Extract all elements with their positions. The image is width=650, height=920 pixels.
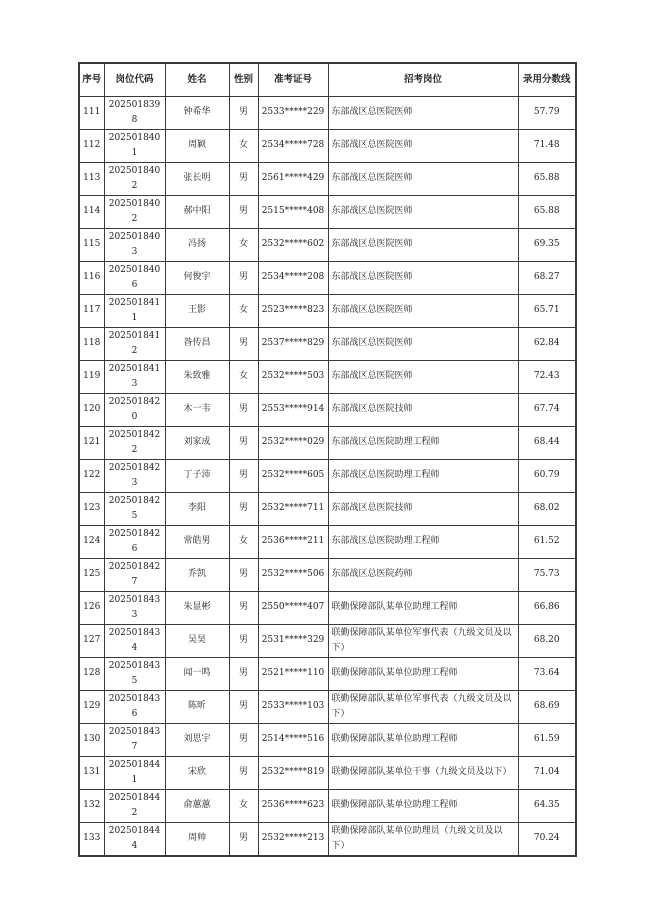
cell-score: 60.79 <box>518 459 576 492</box>
cell-serial-number: 119 <box>79 360 104 393</box>
cell-position-code: 2025018437 <box>104 723 165 756</box>
cell-ticket-number: 2532*****605 <box>258 459 328 492</box>
table-row <box>79 261 576 294</box>
cell-serial-number: 121 <box>79 426 104 459</box>
cell-name: 周颖 <box>165 129 229 162</box>
cell-name: 朱显彬 <box>165 591 229 624</box>
cell-position-code: 2025018423 <box>104 459 165 492</box>
cell-serial-number: 118 <box>79 327 104 360</box>
cell-gender: 男 <box>229 657 258 690</box>
cell-position: 东部战区总医院医师 <box>328 327 518 360</box>
cell-score: 70.24 <box>518 822 576 856</box>
cell-score: 75.73 <box>518 558 576 591</box>
cell-name: 朱致雅 <box>165 360 229 393</box>
cell-score: 73.64 <box>518 657 576 690</box>
cell-gender: 男 <box>229 624 258 657</box>
cell-name: 俞蕙蕙 <box>165 789 229 822</box>
cell-serial-number: 133 <box>79 822 104 856</box>
cell-position: 东部战区总医院医师 <box>328 195 518 228</box>
cell-ticket-number: 2533*****103 <box>258 690 328 723</box>
cell-position-code: 2025018412 <box>104 327 165 360</box>
cell-name: 木一韦 <box>165 393 229 426</box>
cell-serial-number: 122 <box>79 459 104 492</box>
cell-position-code: 2025018442 <box>104 789 165 822</box>
cell-ticket-number: 2533*****229 <box>258 96 328 129</box>
cell-score: 65.88 <box>518 195 576 228</box>
cell-position: 东部战区总医院助理工程师 <box>328 525 518 558</box>
cell-name: 周帅 <box>165 822 229 856</box>
cell-ticket-number: 2536*****211 <box>258 525 328 558</box>
cell-position: 东部战区总医院医师 <box>328 129 518 162</box>
header-cell-serial-number: 序号 <box>79 63 104 96</box>
cell-score: 68.44 <box>518 426 576 459</box>
cell-position-code: 2025018413 <box>104 360 165 393</box>
cell-score: 68.69 <box>518 690 576 723</box>
table-header-row <box>79 63 576 96</box>
table-row <box>79 459 576 492</box>
cell-serial-number: 111 <box>79 96 104 129</box>
cell-ticket-number: 2532*****602 <box>258 228 328 261</box>
cell-ticket-number: 2532*****819 <box>258 756 328 789</box>
cell-name: 王影 <box>165 294 229 327</box>
table-row <box>79 327 576 360</box>
cell-position-code: 2025018435 <box>104 657 165 690</box>
cell-gender: 男 <box>229 327 258 360</box>
table-row <box>79 789 576 822</box>
cell-gender: 男 <box>229 195 258 228</box>
cell-gender: 男 <box>229 690 258 723</box>
cell-position-code: 2025018433 <box>104 591 165 624</box>
cell-gender: 男 <box>229 261 258 294</box>
cell-ticket-number: 2532*****711 <box>258 492 328 525</box>
cell-gender: 女 <box>229 525 258 558</box>
cell-gender: 男 <box>229 756 258 789</box>
table-row <box>79 294 576 327</box>
cell-position: 东部战区总医院药师 <box>328 558 518 591</box>
cell-position: 东部战区总医院医师 <box>328 162 518 195</box>
cell-score: 57.79 <box>518 96 576 129</box>
cell-ticket-number: 2534*****208 <box>258 261 328 294</box>
cell-gender: 男 <box>229 393 258 426</box>
cell-position: 东部战区总医院医师 <box>328 360 518 393</box>
cell-serial-number: 114 <box>79 195 104 228</box>
cell-name: 钟希华 <box>165 96 229 129</box>
cell-ticket-number: 2521*****110 <box>258 657 328 690</box>
cell-gender: 女 <box>229 360 258 393</box>
cell-position-code: 2025018406 <box>104 261 165 294</box>
cell-serial-number: 120 <box>79 393 104 426</box>
cell-serial-number: 115 <box>79 228 104 261</box>
cell-position-code: 2025018425 <box>104 492 165 525</box>
cell-score: 68.20 <box>518 624 576 657</box>
cell-score: 65.71 <box>518 294 576 327</box>
cell-ticket-number: 2532*****503 <box>258 360 328 393</box>
cell-serial-number: 126 <box>79 591 104 624</box>
cell-gender: 男 <box>229 822 258 856</box>
table-row <box>79 624 576 657</box>
cell-score: 64.35 <box>518 789 576 822</box>
cell-ticket-number: 2537*****829 <box>258 327 328 360</box>
cell-position-code: 2025018402 <box>104 195 165 228</box>
cell-name: 吴昊 <box>165 624 229 657</box>
cell-position: 东部战区总医院医师 <box>328 294 518 327</box>
cell-serial-number: 113 <box>79 162 104 195</box>
cell-score: 67.74 <box>518 393 576 426</box>
cell-position-code: 2025018402 <box>104 162 165 195</box>
cell-position: 东部战区总医院技师 <box>328 492 518 525</box>
cell-gender: 男 <box>229 96 258 129</box>
cell-score: 61.52 <box>518 525 576 558</box>
table-row <box>79 591 576 624</box>
table-row <box>79 195 576 228</box>
table-row <box>79 492 576 525</box>
cell-score: 68.02 <box>518 492 576 525</box>
table-row <box>79 426 576 459</box>
cell-position: 联勤保障部队某单位干事（九级文员及以下） <box>328 756 518 789</box>
cell-ticket-number: 2523*****823 <box>258 294 328 327</box>
cell-serial-number: 128 <box>79 657 104 690</box>
cell-name: 丁子沛 <box>165 459 229 492</box>
cell-gender: 男 <box>229 492 258 525</box>
cell-ticket-number: 2534*****728 <box>258 129 328 162</box>
table-body <box>79 96 576 856</box>
cell-position-code: 2025018401 <box>104 129 165 162</box>
cell-name: 李阳 <box>165 492 229 525</box>
cell-ticket-number: 2532*****213 <box>258 822 328 856</box>
cell-score: 62.84 <box>518 327 576 360</box>
cell-position-code: 2025018403 <box>104 228 165 261</box>
table-row <box>79 723 576 756</box>
table-row <box>79 96 576 129</box>
cell-position: 东部战区总医院医师 <box>328 228 518 261</box>
cell-ticket-number: 2550*****407 <box>258 591 328 624</box>
header-cell-ticket-number: 准考证号 <box>258 63 328 96</box>
cell-name: 刘家成 <box>165 426 229 459</box>
cell-score: 68.27 <box>518 261 576 294</box>
header-cell-name: 姓名 <box>165 63 229 96</box>
cell-position: 联勤保障部队某单位助理员（九级文员及以下） <box>328 822 518 856</box>
table-row <box>79 162 576 195</box>
header-cell-position-code: 岗位代码 <box>104 63 165 96</box>
cell-position-code: 2025018422 <box>104 426 165 459</box>
cell-serial-number: 124 <box>79 525 104 558</box>
cell-gender: 男 <box>229 723 258 756</box>
cell-ticket-number: 2553*****914 <box>258 393 328 426</box>
cell-position-code: 2025018444 <box>104 822 165 856</box>
cell-position: 联勤保障部队某单位助理工程师 <box>328 591 518 624</box>
cell-position: 联勤保障部队某单位助理工程师 <box>328 657 518 690</box>
table-row <box>79 360 576 393</box>
cell-ticket-number: 2561*****429 <box>258 162 328 195</box>
cell-serial-number: 132 <box>79 789 104 822</box>
cell-name: 常皓男 <box>165 525 229 558</box>
cell-position: 东部战区总医院助理工程师 <box>328 426 518 459</box>
cell-ticket-number: 2514*****516 <box>258 723 328 756</box>
cell-serial-number: 116 <box>79 261 104 294</box>
cell-ticket-number: 2532*****506 <box>258 558 328 591</box>
cell-gender: 男 <box>229 426 258 459</box>
cell-ticket-number: 2536*****623 <box>258 789 328 822</box>
cell-score: 69.35 <box>518 228 576 261</box>
cell-ticket-number: 2531*****329 <box>258 624 328 657</box>
cell-position-code: 2025018441 <box>104 756 165 789</box>
cell-position-code: 2025018436 <box>104 690 165 723</box>
cell-ticket-number: 2515*****408 <box>258 195 328 228</box>
cell-gender: 男 <box>229 558 258 591</box>
cell-position-code: 2025018420 <box>104 393 165 426</box>
cell-name: 刘思宇 <box>165 723 229 756</box>
table-row <box>79 690 576 723</box>
cell-name: 乔凯 <box>165 558 229 591</box>
cell-serial-number: 131 <box>79 756 104 789</box>
cell-name: 张长明 <box>165 162 229 195</box>
cell-position: 东部战区总医院助理工程师 <box>328 459 518 492</box>
cell-serial-number: 130 <box>79 723 104 756</box>
cell-serial-number: 129 <box>79 690 104 723</box>
table-row <box>79 756 576 789</box>
cell-name: 何俊宇 <box>165 261 229 294</box>
cell-gender: 女 <box>229 294 258 327</box>
table-row <box>79 393 576 426</box>
table-row <box>79 228 576 261</box>
table-row <box>79 822 576 856</box>
cell-position: 东部战区总医院技师 <box>328 393 518 426</box>
header-cell-position: 招考岗位 <box>328 63 518 96</box>
cell-position: 联勤保障部队某单位军事代表（九级文员及以下） <box>328 690 518 723</box>
cell-position: 联勤保障部队某单位助理工程师 <box>328 789 518 822</box>
cell-score: 65.88 <box>518 162 576 195</box>
table-row <box>79 129 576 162</box>
cell-position-code: 2025018426 <box>104 525 165 558</box>
cell-serial-number: 112 <box>79 129 104 162</box>
cell-name: 昝传昌 <box>165 327 229 360</box>
cell-name: 宋欣 <box>165 756 229 789</box>
cell-position-code: 2025018398 <box>104 96 165 129</box>
header-cell-score-line: 录用分数线 <box>518 63 576 96</box>
cell-serial-number: 127 <box>79 624 104 657</box>
cell-gender: 男 <box>229 162 258 195</box>
cell-score: 61.59 <box>518 723 576 756</box>
cell-score: 66.86 <box>518 591 576 624</box>
cell-gender: 女 <box>229 228 258 261</box>
cell-score: 71.48 <box>518 129 576 162</box>
cell-position: 东部战区总医院医师 <box>328 261 518 294</box>
cell-score: 72.43 <box>518 360 576 393</box>
table-header <box>79 63 576 96</box>
header-cell-gender: 性别 <box>229 63 258 96</box>
cell-serial-number: 117 <box>79 294 104 327</box>
cell-position-code: 2025018411 <box>104 294 165 327</box>
cell-gender: 男 <box>229 459 258 492</box>
cell-position-code: 2025018434 <box>104 624 165 657</box>
cell-name: 闻一鸣 <box>165 657 229 690</box>
cell-name: 郝中阳 <box>165 195 229 228</box>
cell-position: 东部战区总医院医师 <box>328 96 518 129</box>
cell-gender: 女 <box>229 789 258 822</box>
cell-gender: 女 <box>229 129 258 162</box>
cell-position: 联勤保障部队某单位助理工程师 <box>328 723 518 756</box>
table-row <box>79 525 576 558</box>
cell-serial-number: 123 <box>79 492 104 525</box>
cell-name: 陈昕 <box>165 690 229 723</box>
cell-gender: 男 <box>229 591 258 624</box>
recruitment-score-table <box>78 62 577 857</box>
cell-name: 冯扬 <box>165 228 229 261</box>
cell-score: 71.04 <box>518 756 576 789</box>
table-row <box>79 657 576 690</box>
cell-serial-number: 125 <box>79 558 104 591</box>
cell-position: 联勤保障部队某单位军事代表（九级文员及以下） <box>328 624 518 657</box>
cell-ticket-number: 2532*****029 <box>258 426 328 459</box>
table-row <box>79 558 576 591</box>
cell-position-code: 2025018427 <box>104 558 165 591</box>
